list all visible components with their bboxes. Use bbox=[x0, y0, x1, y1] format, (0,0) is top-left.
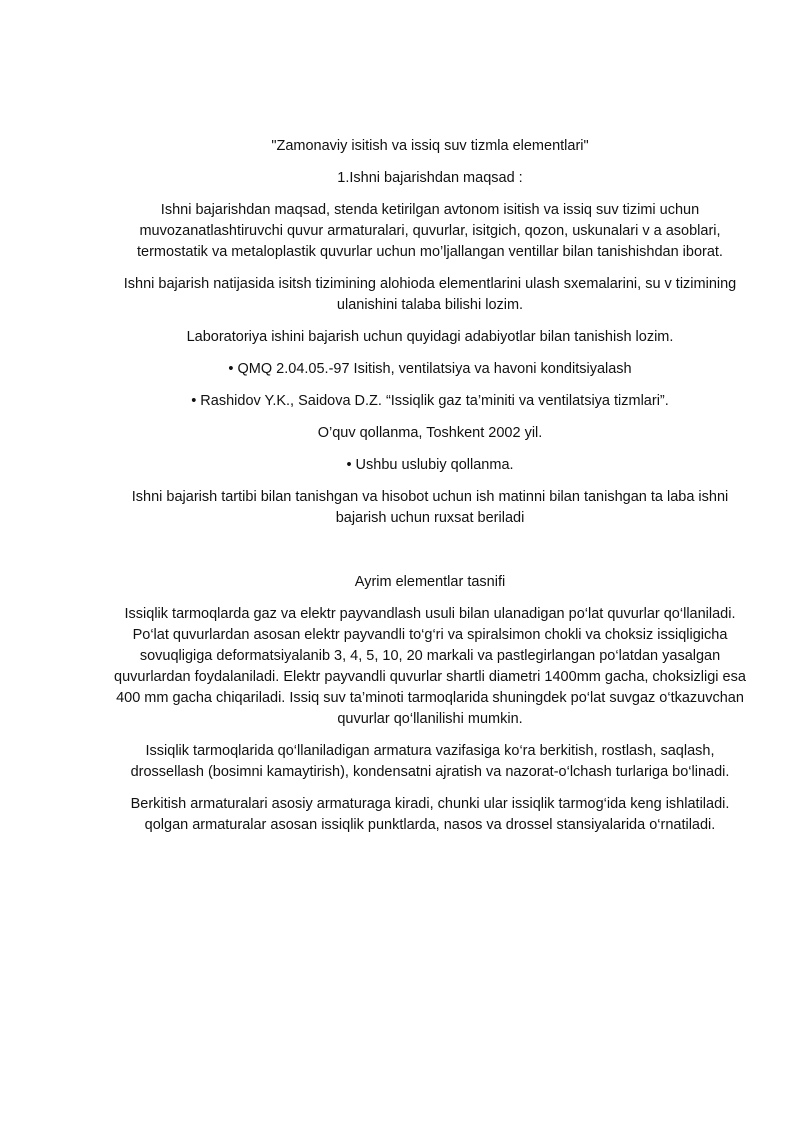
paragraph-shutoff: Berkitish armaturalari asosiy armaturaga kiradi, chunki ular issiqlik tarmog‘ida keng ishlatiladi. qolgan armaturalar asosan issiqlik punktlarda, nasos va drossel stansiyalarida o‘rnatiladi. bbox=[130, 796, 730, 833]
document-title: "Zamonaviy isitish va issiq suv tizmla elementlari" bbox=[271, 138, 589, 154]
literature-item: • Rashidov Y.K., Saidova D.Z. “Issiqlik gaz ta’minitі va ventilatsiya tizmlari”. bbox=[191, 393, 669, 409]
literature-item: O’quv qollanma, Toshkent 2002 yil. bbox=[317, 425, 543, 441]
paragraph-result: Ishni bajarish natijasida isitsh tizimining alohioda elementlarini ulash sxemalarini, su v tizimining ulanishini talaba bilishi lozim. bbox=[123, 276, 737, 313]
literature-item: • Ushbu uslubiy qollanma. bbox=[346, 457, 514, 473]
section-spacer bbox=[108, 540, 752, 572]
paragraph-goal: Ishni bajarishdan maqsad, stenda ketirilgan avtonom isitish va issiq suv tizimi uchun muvozanatlashtiruvchi quvur armaturalari, quvurlar, isitgich, qozon, uskunalari v a asoblari, termostatik va metaloplastik quvurlar uchun mo’ljallangan ventillar bilan tanishishdan iborat. bbox=[137, 202, 723, 260]
section-heading-goal: 1.Ishni bajarishdan maqsad : bbox=[337, 170, 523, 186]
document-body bbox=[108, 136, 752, 847]
literature-item: • QMQ 2.04.05.-97 Isitish, ventilatsiya va havoni konditsiyalash bbox=[228, 361, 632, 377]
paragraph-permission: Ishni bajarish tartibi bilan tanishgan va hisobot uchun ish matinni bilan tanishgan ta laba ishni bajarish uchun ruxsat beriladi bbox=[131, 489, 729, 526]
paragraph-armature: Issiqlik tarmoqlarida qo‘llaniladigan armatura vazifasiga ko‘ra berkitish, rostlash, saqlash, drossellash (bosimni kamaytirish), kondensatni ajratish va nazorat-o‘lchash turlariga bo‘linadi. bbox=[130, 743, 730, 780]
paragraph-pipes: Issiqlik tarmoqlarda gaz va elektr payvandlash usuli bilan ulanadigan po‘lat quvurlar qo‘llaniladi. Po‘lat quvurlardan asosan elektr payvandli to‘g‘ri va spiralsimon chokli va choksiz issiqligicha sovuqligiga deformatsiyalanib 3, 4, 5, 10, 20 markali va pastlegirlangan po‘latdan yasalgan quvurlardan foydalaniladi. Elektr payvandli quvurlar shartli diametri 1400mm gacha, choksizligi esa 400 mm gacha chiqariladi. Issiq suv ta’minoti tarmoqlarida shuningdek po‘lat suvgaz o‘tkazuvchan quvurlar qo‘llanilishi mumkin. bbox=[114, 606, 746, 727]
section-heading-elements: Ayrim elementlar tasnifi bbox=[354, 574, 506, 590]
paragraph-literature-intro: Laboratoriya ishini bajarish uchun quyidagi adabiyotlar bilan tanishish lozim. bbox=[186, 329, 674, 345]
